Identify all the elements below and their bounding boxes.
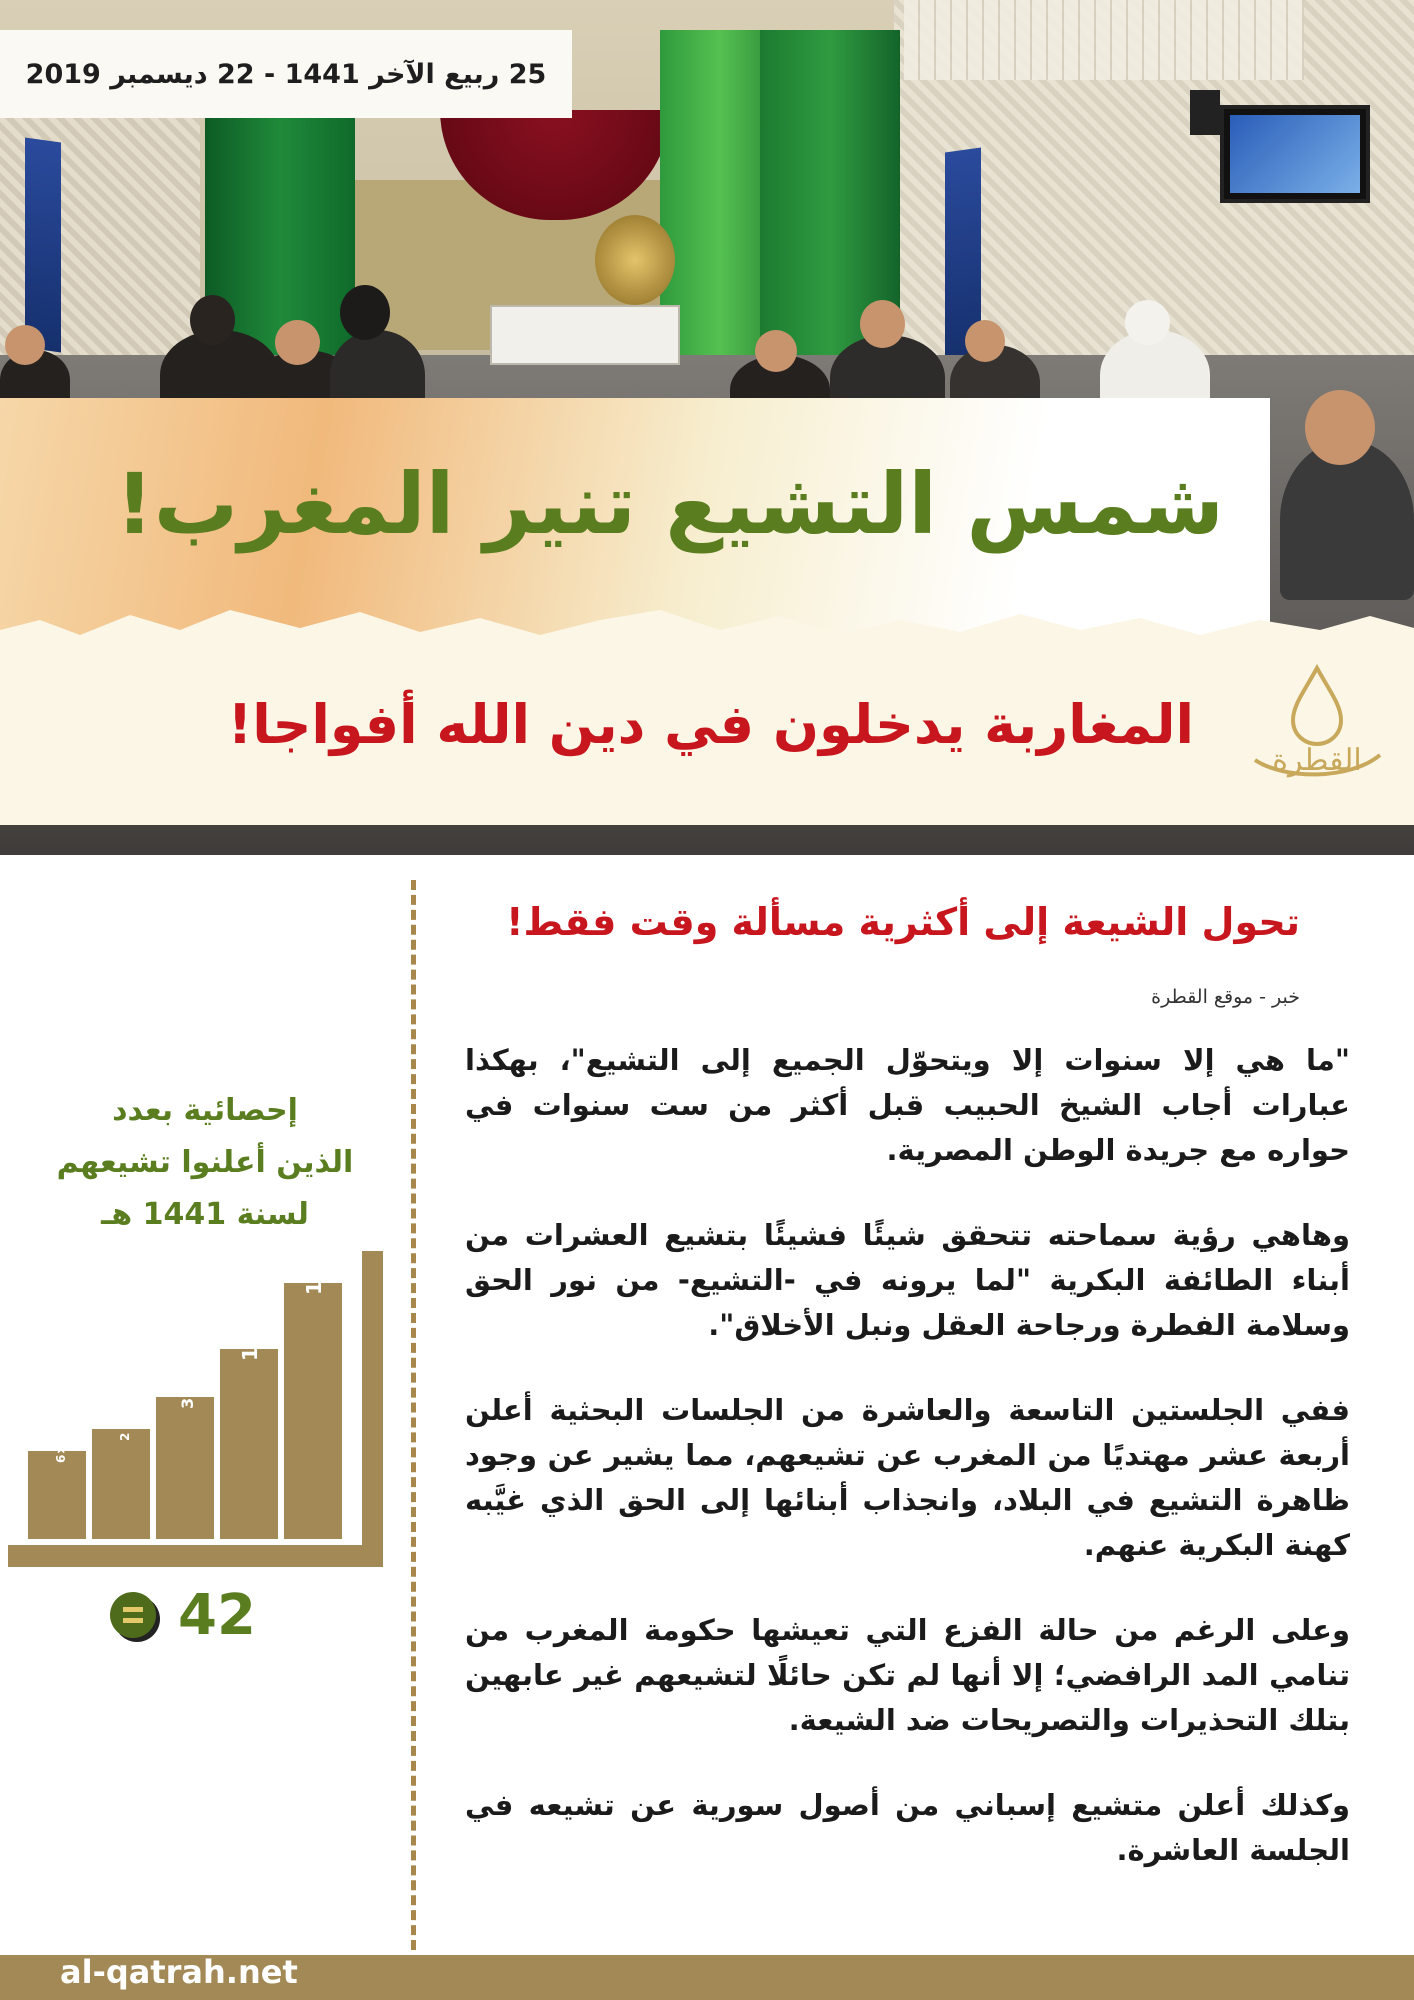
total-count: 42 [178,1582,256,1648]
chart-baseline [8,1545,383,1567]
audience-head [190,295,235,345]
stage-emblem [595,215,675,305]
logo-text: القطرة [1272,743,1362,778]
website-url: al-qatrah.net [60,1953,298,1991]
chart-axis-right [362,1251,383,1567]
wall-tv [1220,105,1370,203]
chart-bar [28,1451,86,1539]
main-title: شمس التشيع تنير المغرب! [115,455,1224,553]
audience-head [340,285,390,340]
chart-bar-label: إسبانيا 10 [238,1260,262,1361]
date: 25 ربيع الآخر 1441 - 22 ديسمبر 2019 [25,58,547,90]
chart-bar [284,1283,342,1539]
article-paragraph: وكذلك أعلن متشيع إسباني من أصول سورية عن تشيعه في الجلسة العاشرة. [465,1788,1350,1867]
audience-head [965,320,1005,362]
statistics-title-line: لسنة 1441 هـ [101,1197,309,1232]
audience-head [275,320,320,365]
al-qatrah-logo [1245,660,1390,790]
chart-bar-label: ألمانيا وأمريكا 2 [118,1346,132,1441]
audience-head [5,325,45,365]
equals-icon [110,1592,156,1638]
statistics-title-line: الذين أعلنوا تشيعهم [56,1145,354,1180]
tv-screen [1230,115,1360,193]
chart-bar-label: مصر وفرنسا 3 [178,1292,197,1409]
audience-head [1305,390,1375,465]
article-headline: تحول الشيعة إلى أكثرية مسألة وقت فقط! [506,900,1300,944]
article-paragraph: وعلى الرغم من حالة الفزع التي تعيشها حكومة المغرب من تنامي المد الرافضي؛ إلا أنها لم تكن حائلًا لتشيعهم غير عابهين بتلك التحذيرات والتصريحات ضد الشيعة. [465,1613,1350,1737]
chart-bar [92,1429,150,1539]
statistics-title [0,1085,410,1241]
statistics-title-line: إحصائية بعدد [112,1093,298,1128]
article-source: خبر - موقع القطرة [1151,986,1300,1008]
audience-head [860,300,905,348]
subtitle: المغاربة يدخلون في دين الله أفواجا! [227,693,1194,756]
article [465,900,1350,1873]
audience-head [755,330,797,372]
article-paragraph: وهاهي رؤية سماحته تتحقق شيئًا فشيئًا بتشيع العشرات من أبناء الطائفة البكرية "لما يرونه في -التشيع- من نور الحق وسلامة الفطرة ورجاحة العقل ونبل الأخلاق". [465,1218,1350,1342]
article-paragraph: ففي الجلستين التاسعة والعاشرة من الجلسات البحثية أعلن أربعة عشر مهتديًا من المغرب عن تشيعهم، مما يشير عن وجود ظاهرة التشيع في البلاد، وانجذاب أبنائها إلى الحق الذي غيَّبه كهنة البكرية عنهم. [465,1393,1350,1562]
column-divider [411,880,416,1950]
calligraphy-band [904,0,1304,80]
chart-bar-label: بقية الدول 1×6 [54,1369,68,1463]
chart-bar [156,1397,214,1539]
flag-left [25,137,61,352]
speaker-desk [490,305,680,365]
chart-bar-label: المغرب 16 [302,1188,326,1295]
audience-head [1125,300,1170,345]
statistics-total [110,1580,270,1650]
chart-bar [220,1349,278,1539]
date-box [0,30,572,118]
speaker [1190,90,1220,135]
article-paragraph: "ما هي إلا سنوات إلا ويتحوّل الجميع إلى التشيع"، بهكذا عبارات أجاب الشيخ الحبيب قبل أكثر من ست سنوات في حواره مع جريدة الوطن المصرية. [465,1043,1350,1167]
